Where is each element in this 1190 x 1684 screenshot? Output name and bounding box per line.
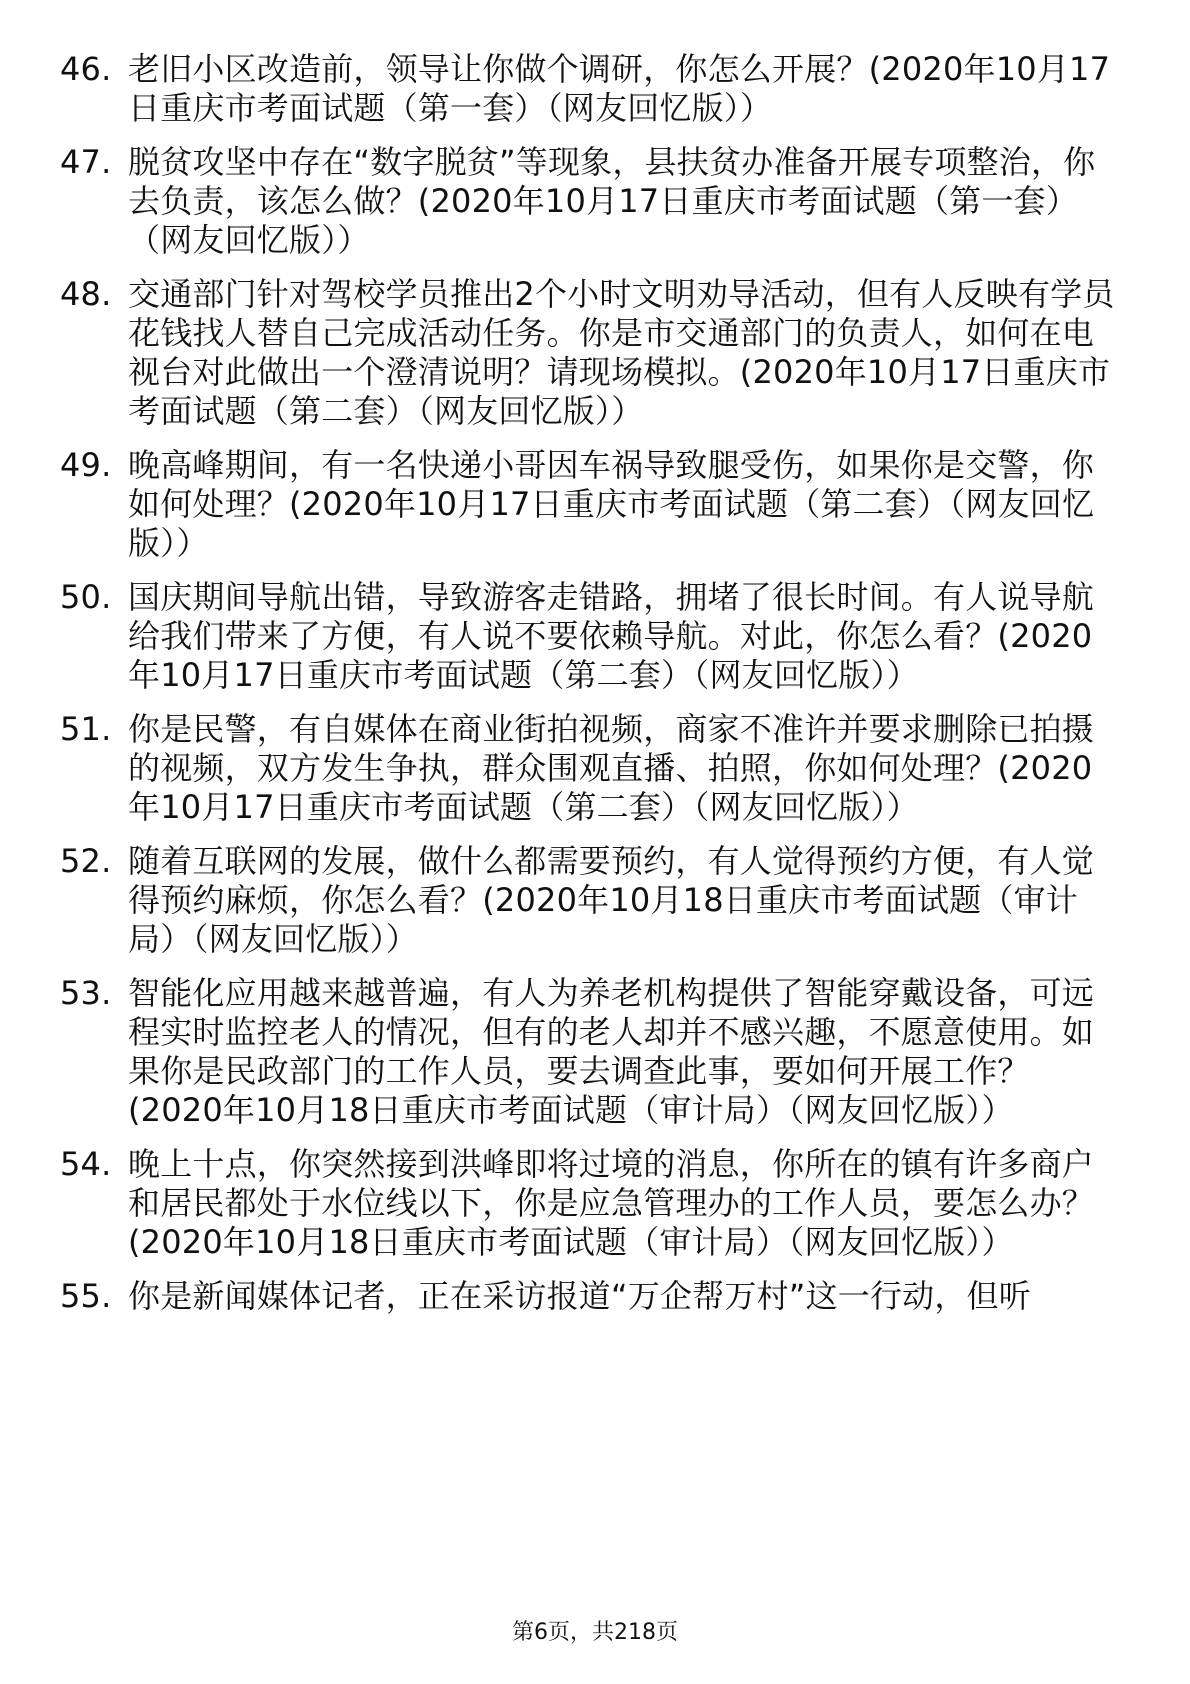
question-number: 50. bbox=[60, 578, 112, 616]
question-item bbox=[60, 446, 1120, 563]
question-text: 你是新闻媒体记者，正在采访报道“万企帮万村”这一行动，但听 bbox=[128, 1277, 1031, 1315]
question-item bbox=[60, 974, 1120, 1130]
question-number: 46. bbox=[60, 50, 112, 88]
question-item bbox=[60, 578, 1120, 695]
question-text: 交通部门针对驾校学员推出2个小时文明劝导活动，但有人反映有学员花钱找人替自己完成活动任务。你是市交通部门的负责人，如何在电视台对此做出一个澄清说明？请现场模拟。(2020年10月17日重庆市考面试题（第二套）（网友回忆版）） bbox=[128, 275, 1115, 430]
question-text: 你是民警，有自媒体在商业街拍视频，商家不准许并要求删除已拍摄的视频，双方发生争执，群众围观直播、拍照，你如何处理？(2020年10月17日重庆市考面试题（第二套）（网友回忆版）） bbox=[128, 710, 1095, 826]
question-number: 48. bbox=[60, 275, 112, 313]
question-text: 随着互联网的发展，做什么都需要预约，有人觉得预约方便，有人觉得预约麻烦，你怎么看？(2020年10月18日重庆市考面试题（审计局）（网友回忆版）） bbox=[128, 842, 1095, 958]
question-list bbox=[60, 50, 1120, 1331]
question-number: 52. bbox=[60, 842, 112, 880]
question-number: 51. bbox=[60, 710, 112, 748]
question-text: 智能化应用越来越普遍，有人为养老机构提供了智能穿戴设备，可远程实时监控老人的情况，但有的老人却并不感兴趣，不愿意使用。如果你是民政部门的工作人员，要去调查此事，要如何开展工作？(2020年10月18日重庆市考面试题（审计局）（网友回忆版）） bbox=[128, 974, 1095, 1129]
question-item bbox=[60, 275, 1120, 431]
question-item bbox=[60, 143, 1120, 260]
question-item bbox=[60, 1145, 1120, 1262]
question-number: 54. bbox=[60, 1145, 112, 1183]
page-number-footer: 第6页，共218页 bbox=[512, 1620, 678, 1645]
question-text: 老旧小区改造前，领导让你做个调研，你怎么开展？(2020年10月17日重庆市考面试题（第一套）（网友回忆版）） bbox=[128, 50, 1111, 127]
question-number: 53. bbox=[60, 974, 112, 1012]
question-text: 晚高峰期间，有一名快递小哥因车祸导致腿受伤，如果你是交警，你如何处理？(2020年10月17日重庆市考面试题（第二套）（网友回忆版）） bbox=[128, 446, 1095, 562]
question-item bbox=[60, 710, 1120, 827]
question-text: 晚上十点，你突然接到洪峰即将过境的消息，你所在的镇有许多商户和居民都处于水位线以下，你是应急管理办的工作人员，要怎么办？(2020年10月18日重庆市考面试题（审计局）（网友回忆版）） bbox=[128, 1145, 1095, 1261]
question-text: 脱贫攻坚中存在“数字脱贫”等现象，县扶贫办准备开展专项整治，你去负责，该怎么做？(2020年10月17日重庆市考面试题（第一套）（网友回忆版）） bbox=[128, 143, 1096, 259]
question-item bbox=[60, 842, 1120, 959]
question-item bbox=[60, 1277, 1120, 1316]
question-item bbox=[60, 50, 1120, 128]
question-number: 55. bbox=[60, 1277, 112, 1315]
question-number: 49. bbox=[60, 446, 112, 484]
question-text: 国庆期间导航出错，导致游客走错路，拥堵了很长时间。有人说导航给我们带来了方便，有人说不要依赖导航。对此，你怎么看？(2020年10月17日重庆市考面试题（第二套）（网友回忆版）） bbox=[128, 578, 1095, 694]
question-number: 47. bbox=[60, 143, 112, 181]
